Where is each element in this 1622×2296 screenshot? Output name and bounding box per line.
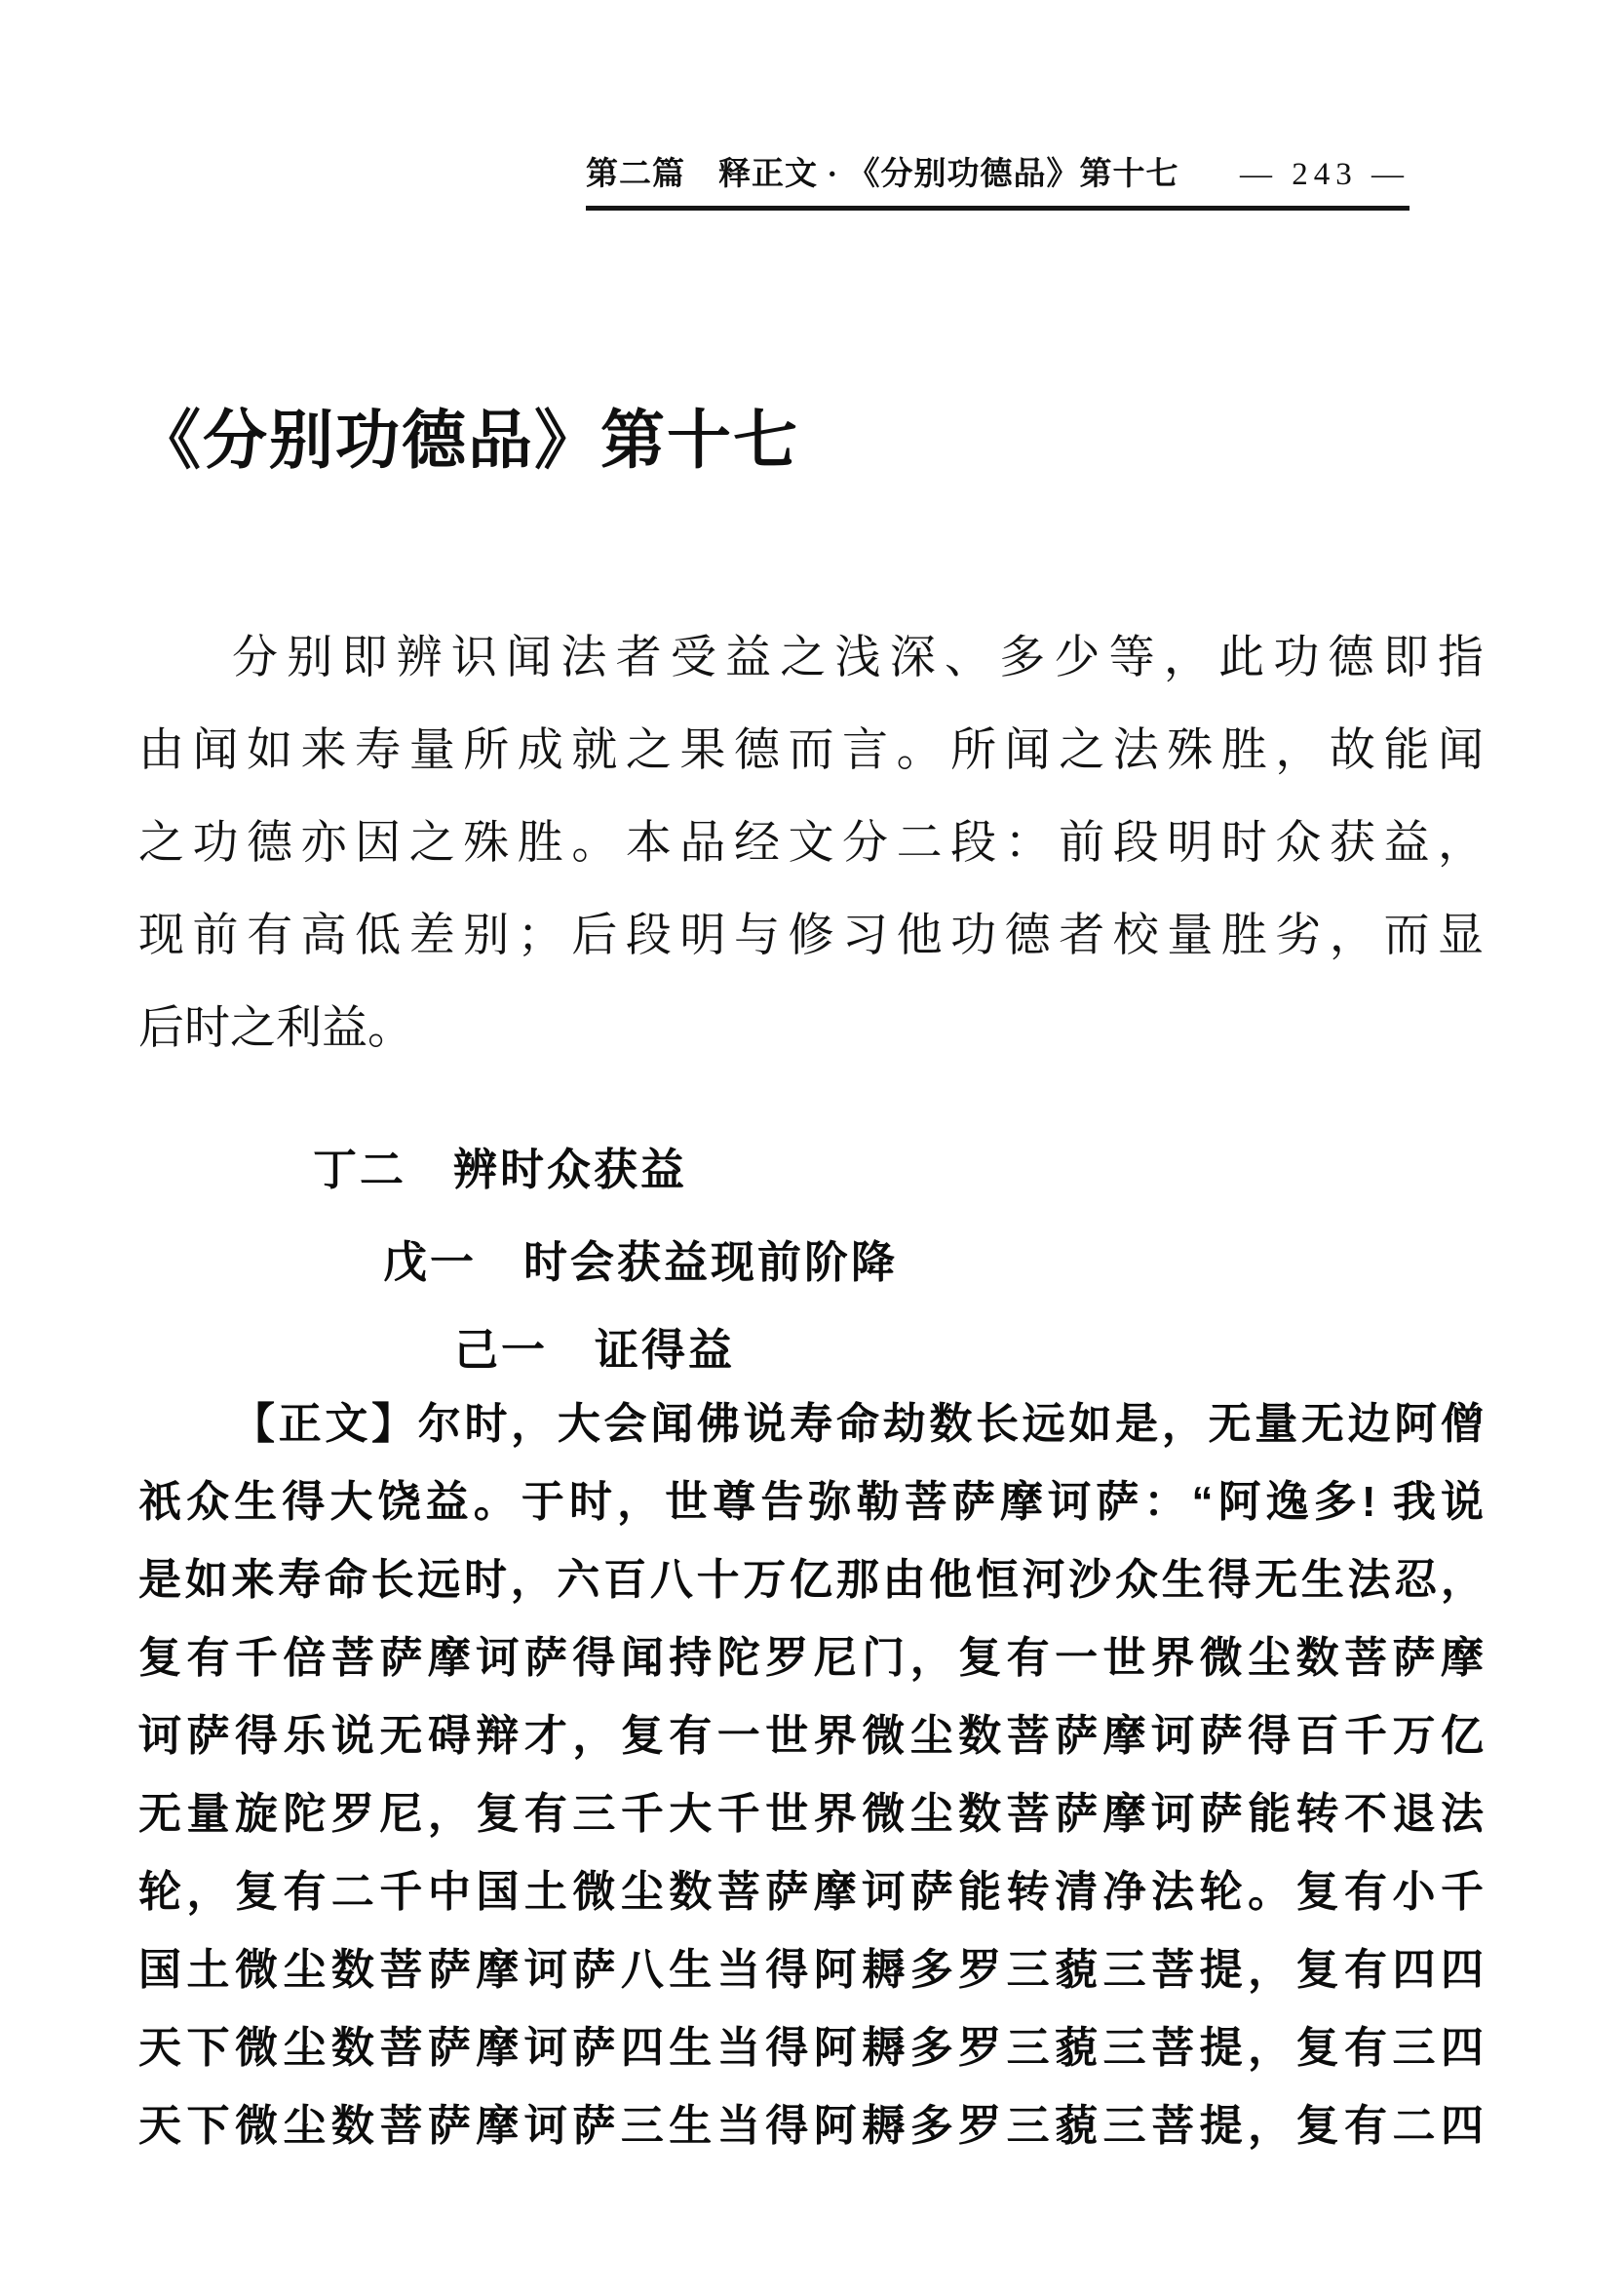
text-line: 轮，复有二千中国土微尘数菩萨摩诃萨能转清净法轮。复有小千 [138,1868,1484,1916]
text-line: 祇众生得大饶益。于时，世尊告弥勒菩萨摩诃萨：“阿逸多! 我说 [138,1478,1484,1526]
scripture-paragraph [138,1385,1484,2165]
text-line: 诃萨得乐说无碍辩才，复有一世界微尘数菩萨摩诃萨得百千万亿 [138,1712,1484,1760]
text-line: 【正文】尔时，大会闻佛说寿命劫数长远如是，无量无边阿僧 [232,1400,1484,1448]
intro-paragraph [138,612,1484,1075]
text-line: 复有千倍菩萨摩诃萨得闻持陀罗尼门，复有一世界微尘数菩萨摩 [138,1634,1484,1682]
text-line: 天下微尘数菩萨摩诃萨三生当得阿耨多罗三藐三菩提，复有二四 [138,2102,1484,2150]
outline-heading-level-1: 丁二 辨时众获益 [313,1145,688,1194]
page-number: — 243 — [1240,157,1410,192]
outline-heading-level-2: 戊一 时会获益现前阶降 [383,1237,899,1287]
running-header [586,148,1410,211]
text-line: 国土微尘数菩萨摩诃萨八生当得阿耨多罗三藐三菩提，复有四四 [138,1946,1484,1994]
text-line: 由闻如来寿量所成就之果德而言。所闻之法殊胜，故能闻 [138,725,1484,776]
text-line: 之功德亦因之殊胜。本品经文分二段：前段明时众获益， [138,818,1484,869]
text-line: 天下微尘数菩萨摩诃萨四生当得阿耨多罗三藐三菩提，复有三四 [138,2024,1484,2072]
text-line: 是如来寿命长远时，六百八十万亿那由他恒河沙众生得无生法忍， [138,1556,1484,1604]
text-line: 现前有高低差别；后段明与修习他功德者校量胜劣，而显 [138,911,1484,961]
outline-heading-level-3: 己一 证得益 [454,1325,736,1375]
text-line: 无量旋陀罗尼，复有三千大千世界微尘数菩萨摩诃萨能转不退法 [138,1790,1484,1838]
text-line: 后时之利益。 [138,1003,413,1054]
text-line: 分别即辨识闻法者受益之浅深、多少等，此功德即指 [232,633,1484,683]
chapter-title: 《分别功德品》第十七 [136,406,799,477]
running-header-title: 第二篇 释正文 · 《分别功德品》第十七 [586,157,1179,192]
